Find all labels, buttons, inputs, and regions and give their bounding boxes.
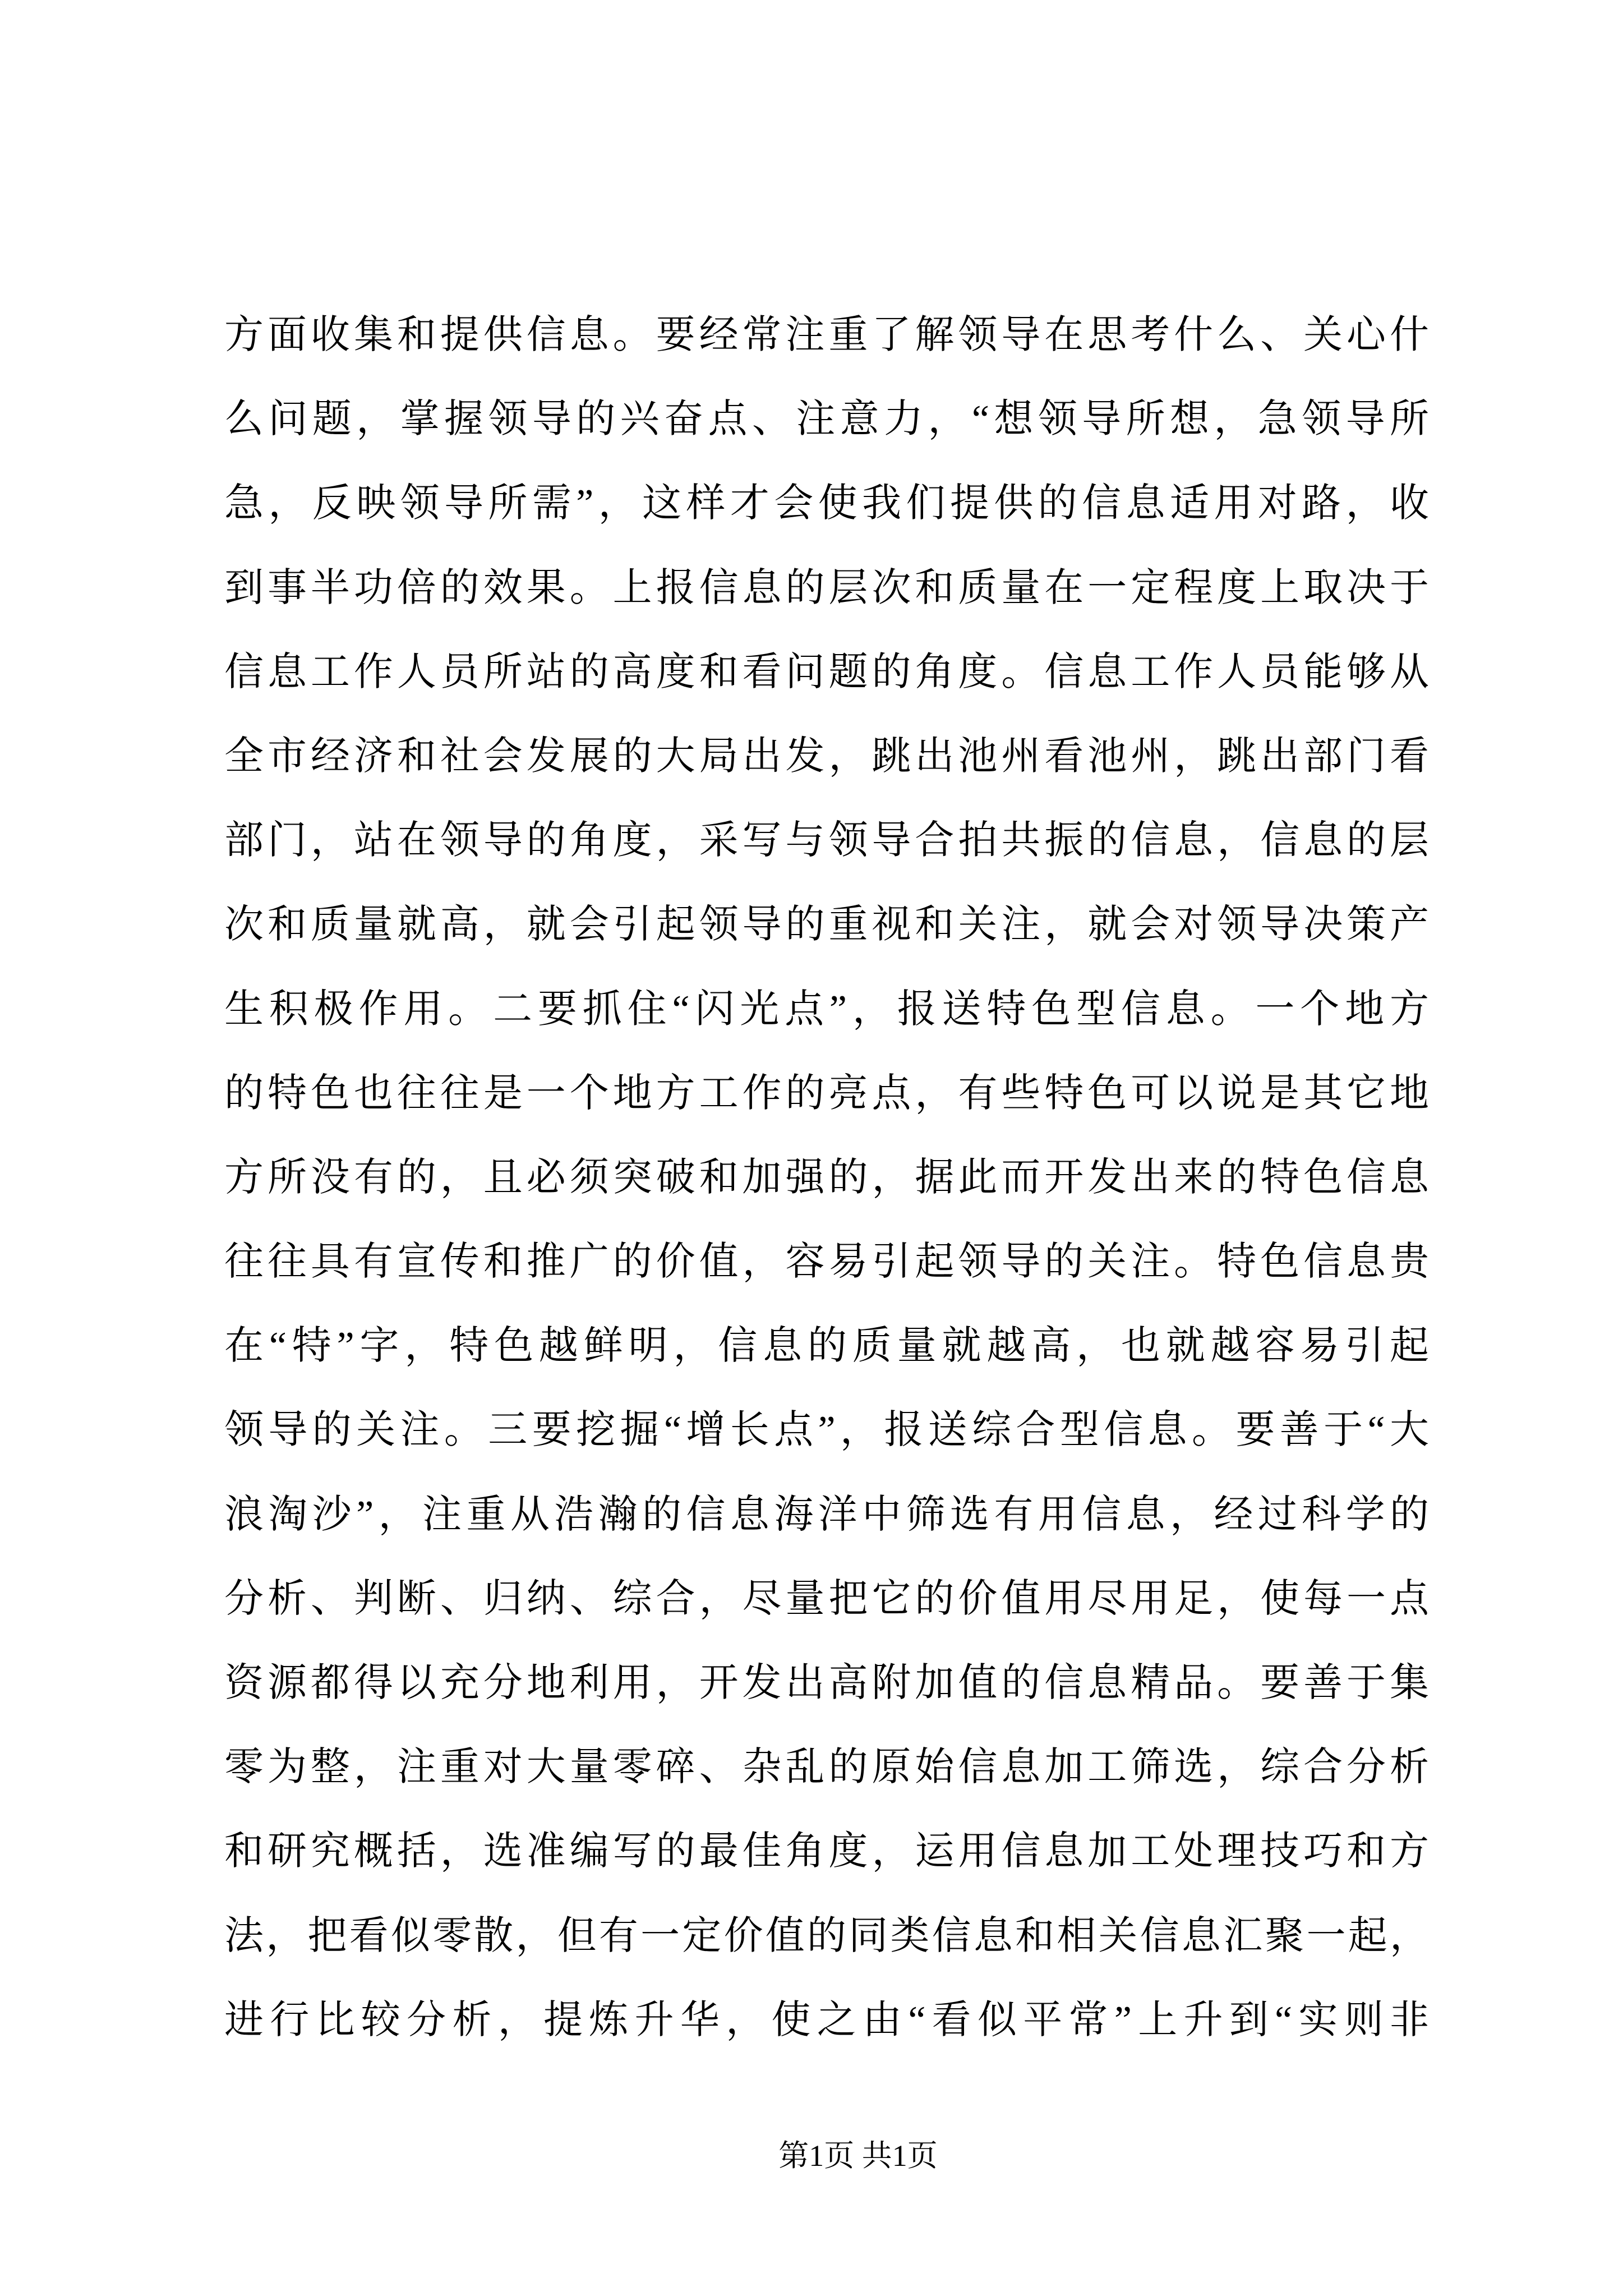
body-text [224, 293, 1429, 2063]
text-line: 领导的关注。三要挖掘“增长点”，报送综合型信息。要善于“大 [224, 1409, 1429, 1452]
text-line: 的特色也往往是一个地方工作的亮点，有些特色可以说是其它地 [224, 1071, 1429, 1115]
text-line: 信息工作人员所站的高度和看问题的角度。信息工作人员能够从 [224, 650, 1429, 694]
text-line: 全市经济和社会发展的大局出发，跳出池州看池州，跳出部门看 [224, 734, 1429, 778]
text-line: 部门，站在领导的角度，采写与领导合拍共振的信息，信息的层 [224, 819, 1429, 863]
text-line: 往往具有宣传和推广的价值，容易引起领导的关注。特色信息贵 [224, 1240, 1429, 1284]
text-line: 浪淘沙”，注重从浩瀚的信息海洋中筛选有用信息，经过科学的 [224, 1493, 1429, 1536]
text-line: 资源都得以充分地利用，开发出高附加值的信息精品。要善于集 [224, 1662, 1429, 1705]
text-line: 法，把看似零散，但有一定价值的同类信息和相关信息汇聚一起， [224, 1914, 1429, 1958]
text-line: 方所没有的，且必须突破和加强的，据此而开发出来的特色信息 [224, 1156, 1429, 1199]
text-line: 急，反映领导所需”，这样才会使我们提供的信息适用对路，收 [224, 482, 1429, 526]
text-line: 方面收集和提供信息。要经常注重了解领导在思考什么、关心什 [224, 314, 1429, 357]
text-line: 生积极作用。二要抓住“闪光点”，报送特色型信息。一个地方 [224, 987, 1429, 1031]
text-line: 进行比较分析，提炼升华，使之由“看似平常”上升到“实则非 [224, 1998, 1429, 2042]
text-line: 分析、判断、归纳、综合，尽量把它的价值用尽用足，使每一点 [224, 1577, 1429, 1621]
page-footer [778, 2137, 938, 2174]
text-line: 和研究概括，选准编写的最佳角度，运用信息加工处理技巧和方 [224, 1830, 1429, 1874]
text-line: 次和质量就高，就会引起领导的重视和关注，就会对领导决策产 [224, 903, 1429, 947]
text-line: 零为整，注重对大量零碎、杂乱的原始信息加工筛选，综合分析 [224, 1746, 1429, 1789]
text-line: 到事半功倍的效果。上报信息的层次和质量在一定程度上取决于 [224, 566, 1429, 610]
text-line: 么问题，掌握领导的兴奋点、注意力，“想领导所想，急领导所 [224, 398, 1429, 441]
text-line: 在“特”字，特色越鲜明，信息的质量就越高，也就越容易引起 [224, 1324, 1429, 1368]
page-number-label: 第1页 共1页 [778, 2139, 938, 2173]
